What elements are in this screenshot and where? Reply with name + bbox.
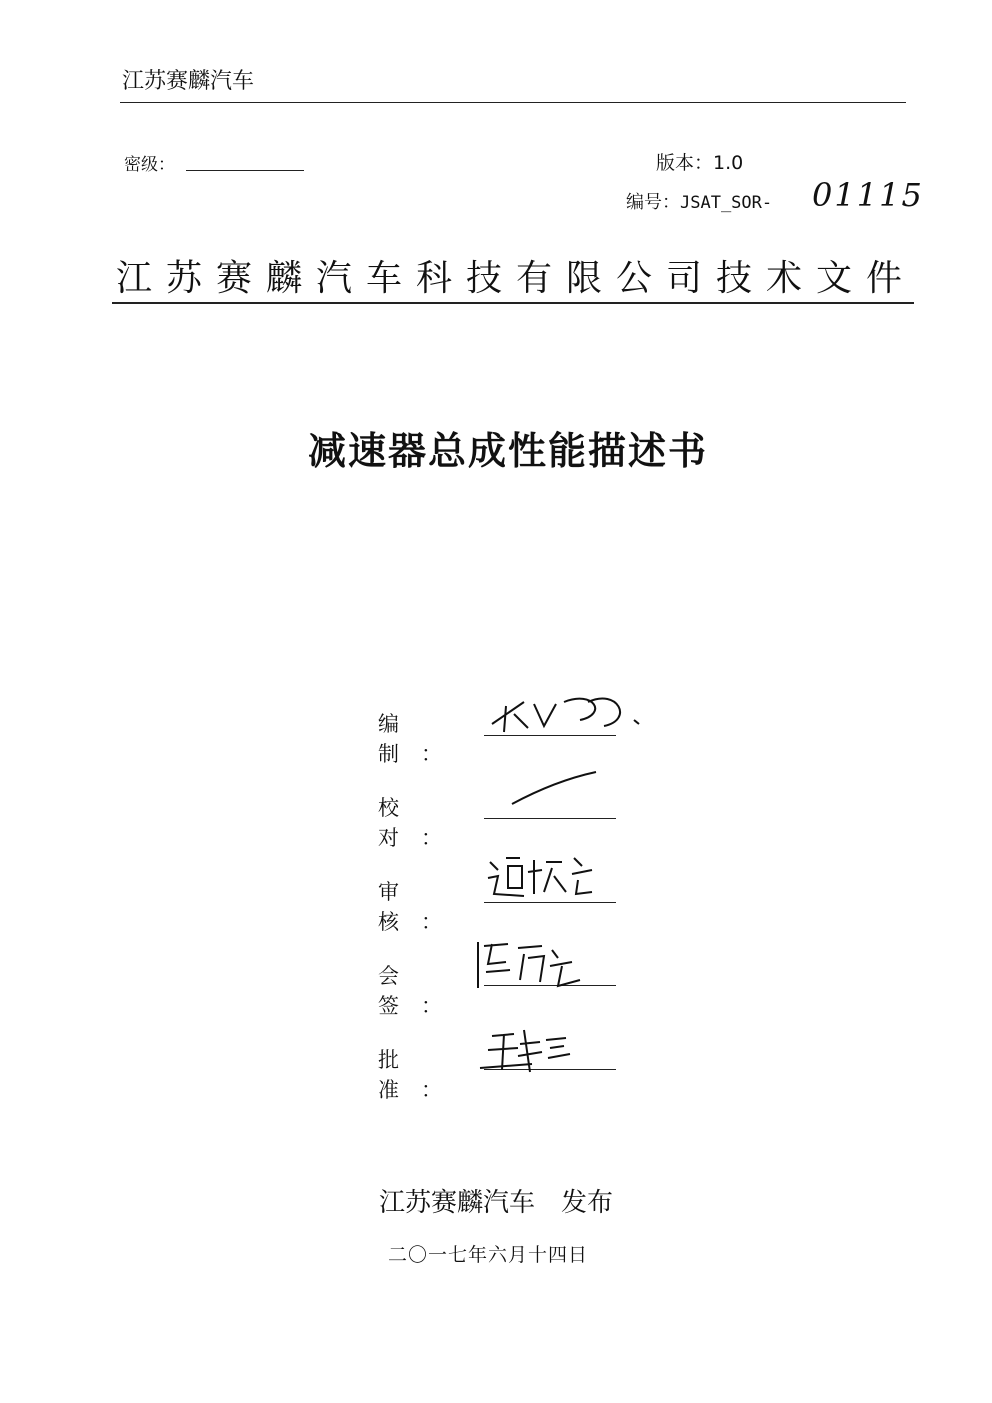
sign-label-countersign: 会 签： — [378, 964, 464, 1018]
header-company: 江苏赛麟汽车 — [122, 69, 255, 94]
sign-label-compile: 编 制： — [378, 712, 464, 766]
publish-date: 二〇一七年六月十四日 — [387, 1244, 588, 1266]
main-title: 减速器总成性能描述书 — [307, 429, 708, 473]
signature-countersign-icon — [462, 936, 592, 994]
serial-prefix: JSAT_SOR- — [680, 193, 773, 213]
serial-label: 编号： — [626, 192, 680, 213]
sign-label-review: 审 核： — [378, 880, 464, 934]
sign-label-approve: 批 准： — [378, 1048, 464, 1102]
sign-row-review — [378, 876, 478, 936]
publisher-line: 江苏赛麟汽车 发布 — [378, 1188, 613, 1218]
signature-approve-icon — [470, 1024, 580, 1076]
secret-level-blank — [186, 170, 304, 171]
secret-level-label: 密级： — [124, 155, 175, 175]
serial-number — [626, 188, 772, 214]
sign-line-proofread — [484, 818, 616, 819]
sign-row-proofread — [378, 792, 478, 852]
issuer-title-divider — [112, 302, 914, 304]
header-divider — [120, 102, 906, 103]
sign-row-approve — [378, 1044, 478, 1104]
signature-review-icon — [484, 848, 604, 904]
serial-handwritten: 01115 — [812, 176, 924, 214]
signature-proofread-icon — [508, 768, 602, 810]
version-text: 版本：1.0 — [656, 152, 744, 174]
issuer-title: 江苏赛麟汽车科技有限公司技术文件 — [116, 258, 917, 299]
sign-row-compile — [378, 708, 478, 768]
signature-compile-icon — [484, 684, 654, 740]
sign-label-proofread: 校 对： — [378, 796, 464, 850]
